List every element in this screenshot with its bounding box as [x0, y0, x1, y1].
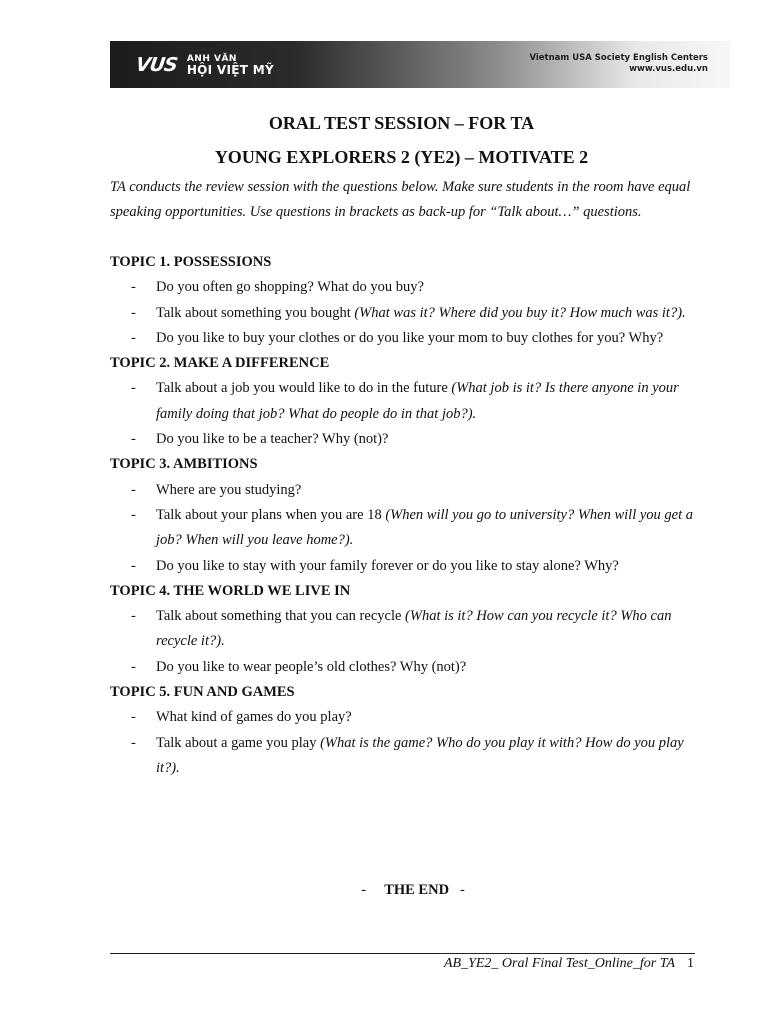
- bullet-dash: -: [131, 304, 136, 321]
- topic-heading: TOPIC 5. FUN AND GAMES: [110, 684, 295, 701]
- question-item: [110, 705, 700, 730]
- question-item: [110, 503, 700, 554]
- question-text: Do you like to stay with your family forever or do you like to stay alone? Why?: [156, 557, 619, 574]
- question-item: [110, 731, 700, 782]
- logo-line2: HỘI VIỆT MỸ: [186, 63, 274, 77]
- bullet-dash: -: [131, 734, 136, 751]
- question-text: Talk about a game you play: [156, 734, 321, 751]
- question-item: [110, 427, 700, 452]
- backup-questions: (What was it? Where did you buy it? How much was it?).: [354, 304, 686, 321]
- end-text: THE END: [384, 882, 450, 898]
- topic-heading: TOPIC 2. MAKE A DIFFERENCE: [110, 355, 330, 372]
- bullet-dash: -: [131, 608, 136, 625]
- backup-questions: (What is it? How can you recycle it? Who can recycle it?).: [156, 608, 672, 650]
- instructions-paragraph: TA conducts the review session with the questions below. Make sure students in the room have equal speaking opportunities. Use questions in brackets as back-up for “Talk about…” questions.: [110, 179, 691, 221]
- question-text: Talk about something that you can recycle: [156, 608, 406, 625]
- question-text: Do you like to be a teacher? Why (not)?: [156, 431, 389, 448]
- organization-info: [529, 53, 708, 75]
- document-subtitle: YOUNG EXPLORERS 2 (YE2) – MOTIVATE 2: [214, 147, 589, 167]
- question-item: [110, 478, 700, 503]
- bullet-dash: -: [131, 557, 136, 574]
- topic-heading: TOPIC 1. POSSESSIONS: [110, 254, 272, 270]
- question-text: Talk about a job you would like to do in the future: [156, 380, 452, 397]
- question-text: Do you like to buy your clothes or do you like your mom to buy clothes for you? Why?: [156, 329, 664, 346]
- page-footer: [444, 954, 694, 974]
- topic-heading: TOPIC 3. AMBITIONS: [110, 456, 258, 473]
- question-item: [110, 376, 700, 427]
- bullet-dash: -: [131, 506, 136, 523]
- bullet-dash: -: [131, 279, 136, 296]
- question-text: Where are you studying?: [156, 481, 302, 498]
- end-dash-right: -: [459, 882, 465, 898]
- topics-list: [110, 250, 700, 781]
- organization-url: www.vus.edu.vn: [629, 64, 708, 74]
- organization-name: Vietnam USA Society English Centers: [529, 53, 708, 63]
- question-item: [110, 604, 700, 655]
- bullet-dash: -: [131, 431, 136, 448]
- end-marker: [0, 882, 768, 899]
- logo-line1: ANH VĂN: [186, 54, 237, 64]
- header-banner: [110, 41, 730, 88]
- footer-document-name: AB_YE2_ Oral Final Test_Online_for TA: [443, 956, 675, 971]
- logo-mark: VUS: [134, 54, 179, 76]
- question-item: [110, 326, 700, 351]
- bullet-dash: -: [131, 658, 136, 675]
- page-number: 1: [687, 956, 694, 971]
- question-text: Talk about your plans when you are 18: [156, 506, 386, 523]
- vus-logo: [136, 53, 274, 77]
- end-dash-left: -: [361, 882, 367, 898]
- backup-questions: (When will you go to university? When will you get a job? When will you leave home?).: [156, 506, 693, 549]
- topic-heading: TOPIC 4. THE WORLD WE LIVE IN: [110, 582, 351, 599]
- question-item: [110, 655, 700, 680]
- question-text: Talk about something you bought: [156, 304, 355, 321]
- question-text: Do you like to wear people’s old clothes? Why (not)?: [156, 658, 467, 675]
- bullet-dash: -: [131, 709, 136, 726]
- bullet-dash: -: [131, 329, 136, 346]
- question-item: [110, 554, 700, 579]
- question-item: [110, 275, 700, 300]
- question-item: [110, 301, 700, 326]
- question-text: What kind of games do you play?: [156, 709, 352, 726]
- logo-wordmark: [187, 54, 274, 76]
- bullet-dash: -: [131, 380, 136, 397]
- backup-questions: (What job is it? Is there anyone in your family doing that job? What do people do in that job?).: [156, 380, 679, 422]
- question-text: Do you often go shopping? What do you buy?: [156, 279, 424, 296]
- bullet-dash: -: [131, 481, 136, 498]
- backup-questions: (What is the game? Who do you play it with? How do you play it?).: [156, 734, 684, 776]
- document-title: ORAL TEST SESSION – FOR TA: [268, 113, 535, 133]
